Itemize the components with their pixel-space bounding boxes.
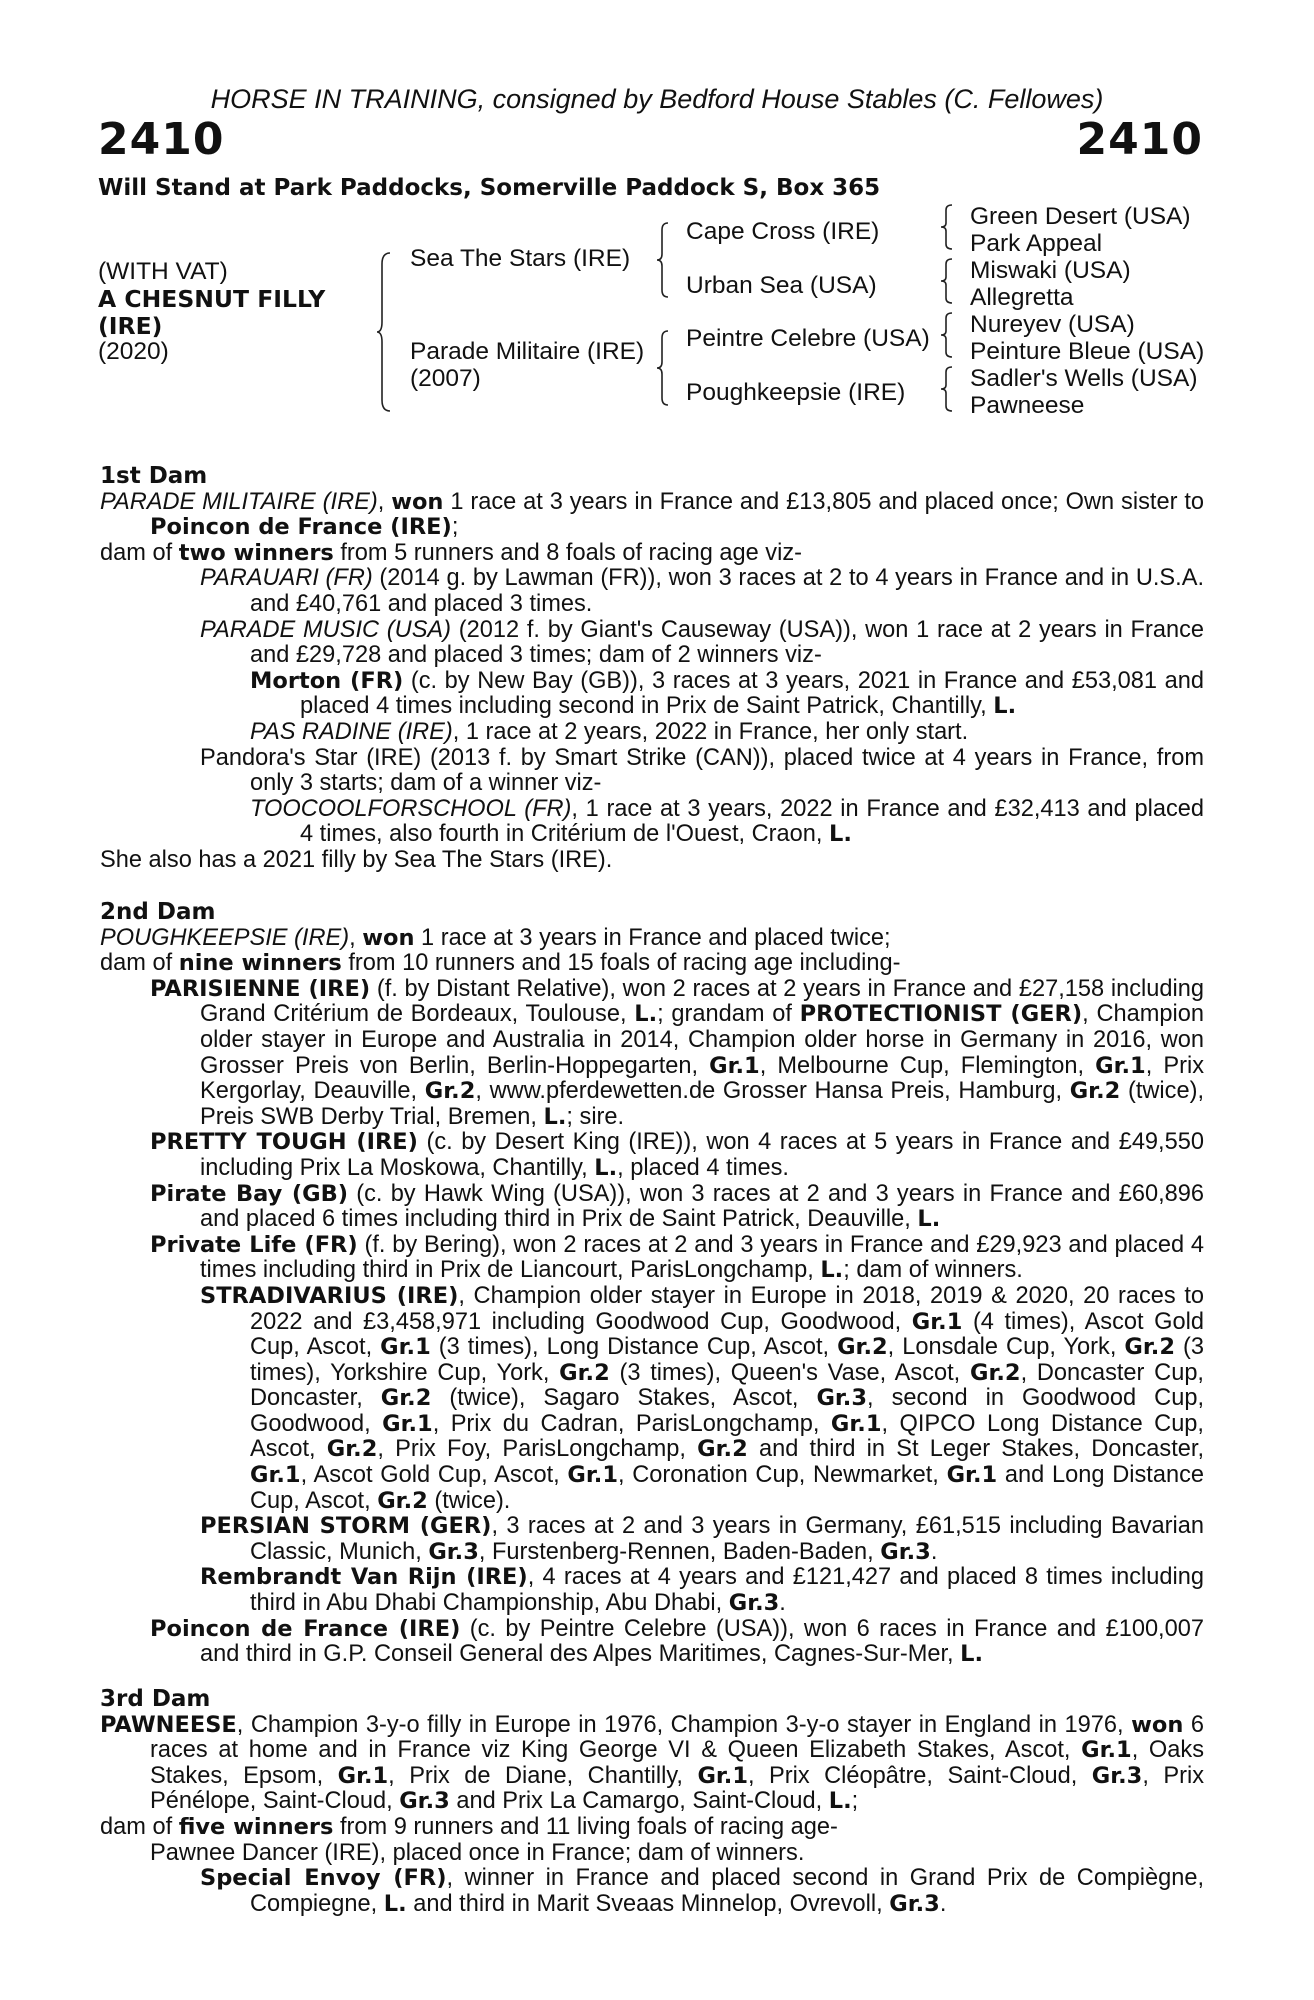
produce-entry: Pawnee Dancer (IRE), placed once in France; dam of winners. [150, 1839, 805, 1866]
produce-entry: Pandora's Star (IRE) (2013 f. by Smart Strike (CAN)), placed twice at 4 years in France, from only 3 starts; dam of a winner viz- [200, 744, 1204, 797]
produce-entry: PARISIENNE (IRE) (f. by Distant Relative), won 2 races at 2 years in France and £27,158 including Grand Critérium de Bordeaux, Toulouse, L.; grandam of PROTECTIONIST (GER), Champion older stayer in Europe and Australia in 2014, Champion older horse in Germany in 2016, won Grosser Preis von Berlin, Berlin-Hoppegarten, Gr.1, Melbourne Cup, Flemington, Gr.1, Prix Kergorlay, Deauville, Gr.2, www.pferdewetten.de Grosser Hansa Preis, Hamburg, Gr.2 (twice), Preis SWB Derby Trial, Bremen, L.; sire. [150, 975, 1205, 1130]
stand-location: Will Stand at Park Paddocks, Somerville Paddock S, Box 365 [98, 175, 881, 201]
granddam-3: Peinture Bleue (USA) [970, 338, 1205, 365]
produce-entry: PRETTY TOUGH (IRE) (c. by Desert King (IRE)), won 4 races at 5 years in France and £49,550 including Prix La Moskowa, Chantilly, L., placed 4 times. [150, 1129, 1204, 1181]
third-dam-produce-summary: dam of five winners from 9 runners and 11 living foals of racing age- [100, 1813, 838, 1840]
produce-entry: Poincon de France (IRE) (c. by Peintre Celebre (USA)), won 6 races in France and £100,007 and third in G.P. Conseil General des Alpes Maritimes, Cagnes-Sur-Mer, L. [150, 1615, 1204, 1668]
sire-name: Sea The Stars (IRE) [410, 245, 631, 272]
first-dam-note: She also has a 2021 filly by Sea The Stars (IRE). [100, 846, 613, 873]
grandsire-4: Sadler's Wells (USA) [970, 365, 1198, 392]
produce-entry: Morton (FR) (c. by New Bay (GB)), 3 races at 3 years, 2021 in France and £53,081 and placed 4 times including second in Prix de Saint Patrick, Chantilly, L. [250, 667, 1204, 720]
lot-number-right: 2410 [1076, 114, 1203, 165]
pedigree-bracket-g2 [940, 258, 954, 304]
lot-number-left: 2410 [98, 114, 225, 165]
granddam-4: Pawneese [970, 392, 1085, 419]
pedigree-bracket-g1 [940, 204, 954, 250]
lot-horse-name: A CHESNUT FILLY [98, 285, 326, 313]
first-dam-section [100, 464, 1204, 874]
sire-sire-name: Cape Cross (IRE) [686, 218, 880, 245]
produce-entry: TOOCOOLFORSCHOOL (FR), 1 race at 3 years, 2022 in France and £32,413 and placed 4 times, also fourth in Critérium de l'Ouest, Craon, L. [250, 795, 1204, 848]
third-dam-summary: PAWNEESE, Champion 3-y-o filly in Europe in 1976, Champion 3-y-o stayer in England in 1976, won 6 races at home and in France viz King George VI & Queen Elizabeth Stakes, Ascot, Gr.1, Oaks Stakes, Epsom, Gr.1, Prix de Diane, Chantilly, Gr.1, Prix Cléopâtre, Saint-Cloud, Gr.3, Prix Pénélope, Saint-Cloud, Gr.3 and Prix La Camargo, Saint-Cloud, L.; [100, 1711, 1204, 1815]
dam-name: Parade Militaire (IRE) [410, 338, 645, 365]
pedigree-bracket-dam [656, 330, 670, 406]
pedigree-bracket-g4 [940, 366, 954, 412]
produce-entry: Rembrandt Van Rijn (IRE), 4 races at 4 years and £121,427 and placed 8 times including third in Abu Dhabi Championship, Abu Dhabi, Gr.3. [200, 1564, 1204, 1617]
pedigree-bracket-sire [656, 222, 670, 298]
first-dam-summary: PARADE MILITAIRE (IRE), won 1 race at 3 years in France and £13,805 and placed once; Own sister to Poincon de France (IRE); [100, 488, 1204, 541]
grandsire-1: Green Desert (USA) [970, 203, 1191, 230]
lot-horse-country: (IRE) [98, 312, 163, 340]
produce-entry: Private Life (FR) (f. by Bering), won 2 races at 2 and 3 years in France and £29,923 and placed 4 times including third in Prix de Liancourt, ParisLongchamp, L.; dam of winners. [150, 1231, 1204, 1284]
produce-entry: PARAUARI (FR) (2014 g. by Lawman (FR)), won 3 races at 2 to 4 years in France and in U.S.A. and £40,761 and placed 3 times. [200, 565, 1204, 617]
produce-entry: Pirate Bay (GB) (c. by Hawk Wing (USA)), won 3 races at 2 and 3 years in France and £60,896 and placed 6 times including third in Prix de Saint Patrick, Deauville, L. [150, 1180, 1204, 1233]
first-dam-produce-summary: dam of two winners from 5 runners and 8 foals of racing age viz- [100, 539, 802, 566]
second-dam-heading: 2nd Dam [100, 899, 216, 925]
sire-dam-name: Urban Sea (USA) [686, 272, 877, 299]
produce-entry: STRADIVARIUS (IRE), Champion older stayer in Europe in 2018, 2019 & 2020, 20 races to 2022 and £3,458,971 including Goodwood Cup, Goodwood, Gr.1 (4 times), Ascot Gold Cup, Ascot, Gr.1 (3 times), Long Distance Cup, Ascot, Gr.2, Lonsdale Cup, York, Gr.2 (3 times), Yorkshire Cup, York, Gr.2 (3 times), Queen's Vase, Ascot, Gr.2, Doncaster Cup, Doncaster, Gr.2 (twice), Sagaro Stakes, Ascot, Gr.3, second in Goodwood Cup, Goodwood, Gr.1, Prix du Cadran, ParisLongchamp, Gr.1, QIPCO Long Distance Cup, Ascot, Gr.2, Prix Foy, ParisLongchamp, Gr.2 and third in St Leger Stakes, Doncaster, Gr.1, Ascot Gold Cup, Ascot, Gr.1, Coronation Cup, Newmarket, Gr.1 and Long Distance Cup, Ascot, Gr.2 (twice). [200, 1282, 1205, 1514]
dam-sire-name: Peintre Celebre (USA) [686, 325, 930, 352]
vat-note: (WITH VAT) [98, 258, 228, 285]
pedigree-bracket-g3 [940, 312, 954, 358]
first-dam-heading: 1st Dam [100, 463, 208, 489]
third-dam-section [100, 1687, 1204, 1917]
produce-entry: Special Envoy (FR), winner in France and placed second in Grand Prix de Compiègne, Compiegne, L. and third in Marit Sveaas Minnelop, Ovrevoll, Gr.3. [200, 1865, 1205, 1917]
second-dam-produce-summary: dam of nine winners from 10 runners and 15 foals of racing age including- [100, 950, 901, 977]
produce-entry: PAS RADINE (IRE), 1 race at 2 years, 2022 in France, her only start. [250, 718, 969, 745]
granddam-2: Allegretta [970, 284, 1074, 311]
third-dam-heading: 3rd Dam [100, 1686, 211, 1712]
grandsire-2: Miswaki (USA) [970, 257, 1131, 284]
second-dam-summary: POUGHKEEPSIE (IRE), won 1 race at 3 years in France and placed twice; [100, 924, 891, 951]
produce-entry: PARADE MUSIC (USA) (2012 f. by Giant's Causeway (USA)), won 1 race at 2 years in France and £29,728 and placed 3 times; dam of 2 winners viz- [200, 616, 1204, 669]
produce-entry: PERSIAN STORM (GER), 3 races at 2 and 3 years in Germany, £61,515 including Bavarian Classic, Munich, Gr.3, Furstenberg-Rennen, Baden-Baden, Gr.3. [200, 1513, 1204, 1565]
consignment-line: HORSE IN TRAINING, consigned by Bedford House Stables (C. Fellowes) [210, 84, 1104, 114]
pedigree-bracket-main [376, 252, 392, 412]
second-dam-section [100, 900, 1204, 1668]
dam-year: (2007) [410, 365, 481, 392]
grandsire-3: Nureyev (USA) [970, 311, 1135, 338]
granddam-1: Park Appeal [970, 230, 1103, 257]
dam-dam-name: Poughkeepsie (IRE) [686, 379, 906, 406]
lot-horse-year: (2020) [98, 338, 169, 365]
